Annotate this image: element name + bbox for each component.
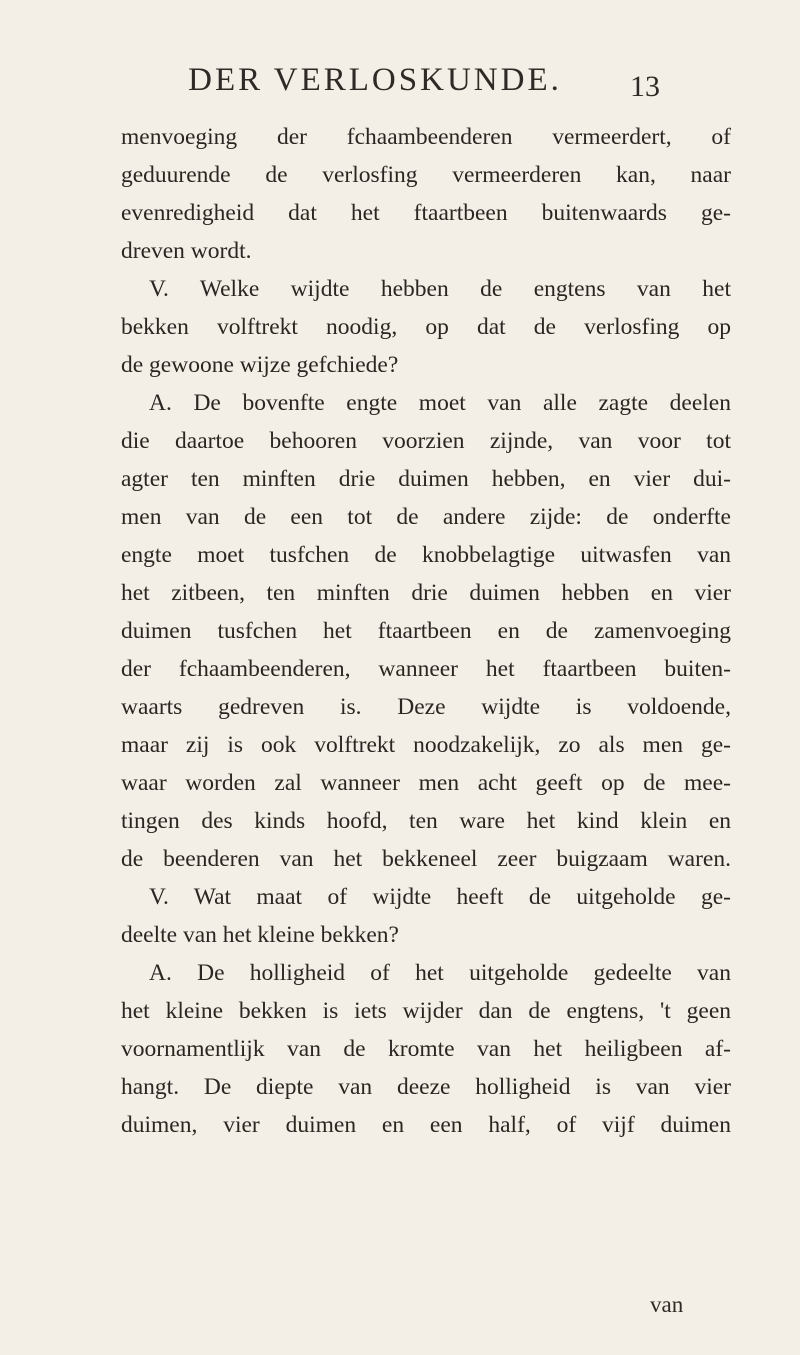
text-line: tingen des kinds hoofd, ten ware het kind klein en bbox=[121, 808, 731, 834]
text-line: waarts gedreven is. Deze wijdte is voldoende, bbox=[121, 694, 731, 720]
text-line: geduurende de verlosfing vermeerderen kan, naar bbox=[121, 162, 731, 188]
text-line: der fchaambeenderen, wanneer het ftaartbeen buiten- bbox=[121, 656, 731, 682]
text-line: evenredigheid dat het ftaartbeen buitenwaards ge- bbox=[121, 200, 731, 226]
page-number: 13 bbox=[630, 70, 660, 103]
text-line: duimen, vier duimen en een half, of vijf duimen bbox=[121, 1112, 731, 1138]
text-line: de beenderen van het bekkeneel zeer buigzaam waren. bbox=[121, 846, 731, 872]
text-line: duimen tusfchen het ftaartbeen en de zamenvoeging bbox=[121, 618, 731, 644]
text-line: de gewoone wijze gefchiede? bbox=[121, 352, 399, 378]
text-line: bekken volftrekt noodig, op dat de verlosfing op bbox=[121, 314, 731, 340]
text-line: voornamentlijk van de kromte van het heiligbeen af- bbox=[121, 1036, 731, 1062]
question-line: V. Wat maat of wijdte heeft de uitgeholde ge- bbox=[149, 884, 731, 910]
catchword: van bbox=[650, 1292, 684, 1317]
body-text bbox=[121, 118, 731, 1144]
text-line: het zitbeen, ten minften drie duimen hebben en vier bbox=[121, 580, 731, 606]
text-line: agter ten minften drie duimen hebben, en vier dui- bbox=[121, 466, 731, 492]
answer-line: A. De bovenfte engte moet van alle zagte deelen bbox=[149, 390, 731, 416]
answer-line: A. De holligheid of het uitgeholde gedeelte van bbox=[149, 960, 731, 986]
text-line: men van de een tot de andere zijde: de onderfte bbox=[121, 504, 731, 530]
question-line: V. Welke wijdte hebben de engtens van het bbox=[149, 276, 731, 302]
text-line: het kleine bekken is iets wijder dan de engtens, 't geen bbox=[121, 998, 731, 1024]
text-line: deelte van het kleine bekken? bbox=[121, 922, 399, 948]
text-line: die daartoe behooren voorzien zijnde, van voor tot bbox=[121, 428, 731, 454]
text-line: maar zij is ook volftrekt noodzakelijk, zo als men ge- bbox=[121, 732, 731, 758]
text-line: waar worden zal wanneer men acht geeft op de mee- bbox=[121, 770, 731, 796]
text-line: dreven wordt. bbox=[121, 238, 252, 264]
text-line: menvoeging der fchaambeenderen vermeerdert, of bbox=[121, 124, 731, 150]
text-line: hangt. De diepte van deeze holligheid is van vier bbox=[121, 1074, 731, 1100]
text-line: engte moet tusfchen de knobbelagtige uitwasfen van bbox=[121, 542, 731, 568]
running-head: DER VERLOSKUNDE. bbox=[188, 62, 562, 98]
